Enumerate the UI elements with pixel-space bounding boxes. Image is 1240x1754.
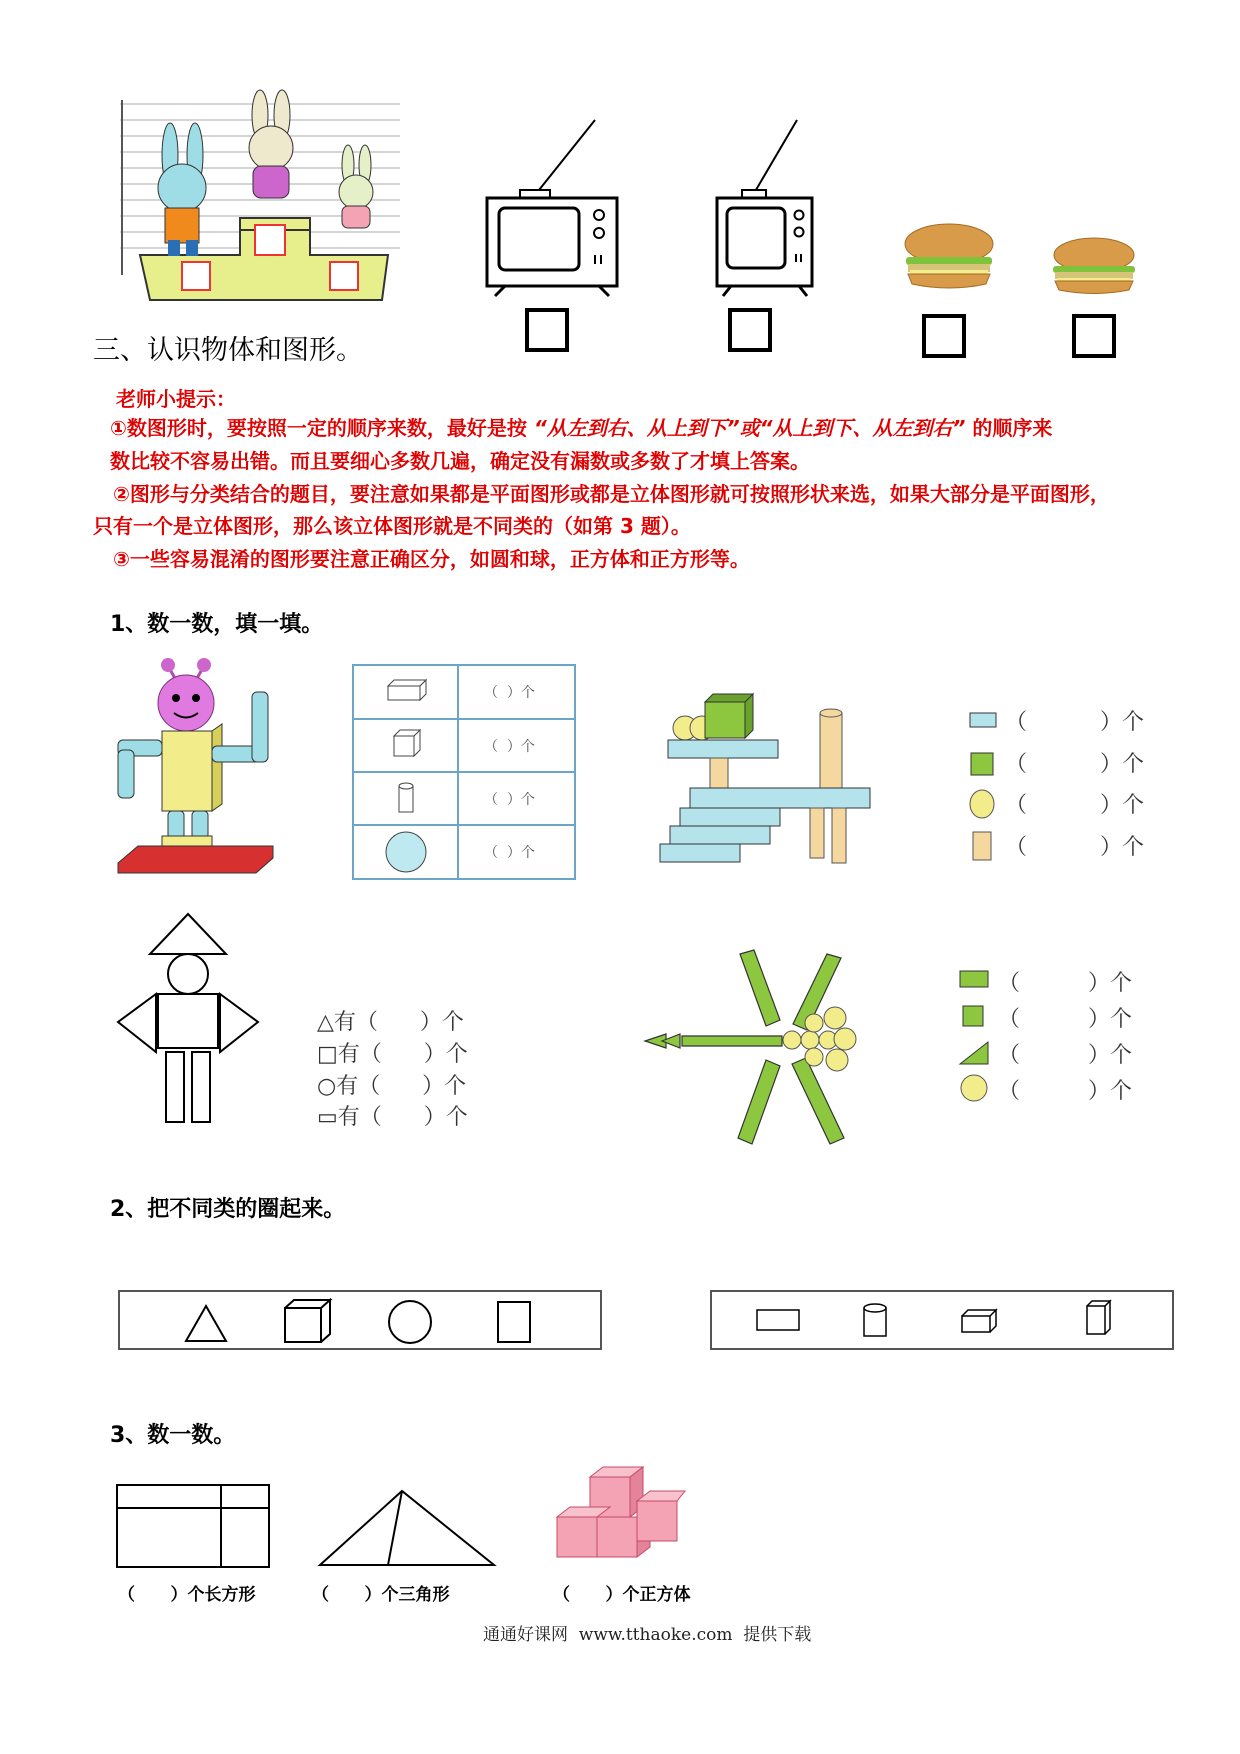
blocks-sphere-unit: ）个 [1100,793,1145,818]
green-rectangle-unit: ）个 [1088,971,1133,996]
blocks-count-icons [965,700,1005,870]
green-circle-paren: （ [998,1079,1021,1104]
rectangles-count-label: （ ）个长方形 [118,1585,256,1605]
robot-count-table-grid [354,666,574,878]
shape-person-figure [116,912,261,1127]
answer-box-burger-2[interactable] [1072,314,1116,358]
cubes-count-label: （ ）个正方体 [553,1585,691,1605]
shape-figure-rectangle-count: ▭有（ ）个 [317,1105,468,1130]
odd-one-out-row-1-shapes [120,1292,600,1348]
odd-one-out-row-2-shapes [712,1292,1172,1348]
table-row-cube-count: （ ）个 [484,739,535,755]
green-square-unit: ）个 [1088,1007,1133,1032]
tip-1-line-2: 数比较不容易出错。而且要细心多数几遍，确定没有漏数或多数了才填上答案。 [110,449,810,473]
rabbits-podium-illustration [120,100,405,300]
table-row-cylinder-count: （ ）个 [484,792,535,808]
blocks-count-list [965,700,1155,870]
green-circle-unit: ）个 [1088,1079,1133,1104]
blocks-cube-unit: ）个 [1100,752,1145,777]
triangles-figure [318,1487,498,1569]
answer-box-tv-1[interactable] [525,308,569,352]
shape-figure-square-count: □有（ ）个 [317,1042,468,1067]
blocks-cylinder-unit: ）个 [1100,835,1145,860]
tip-1-line-1 [110,412,1052,444]
green-triangle-paren: （ [998,1043,1021,1068]
tip-1-text-a: ①数图形时，要按照一定的顺序来数，最好是按 [110,416,527,440]
green-triangle-unit: ）个 [1088,1043,1133,1068]
green-count-icons [960,962,1000,1112]
rabbits-podium-drawing [120,100,405,300]
small-tv-picture [715,120,815,295]
large-tv-picture [485,120,620,295]
tip-1-order-phrase: “从左到右、从上到下”或“从上到下、从左到右” [533,416,966,440]
shape-figure-circle-count: ○有（ ）个 [317,1074,467,1099]
table-row-sphere-count: （ ）个 [484,845,535,861]
green-count-list [960,962,1160,1112]
question-1-title: 1、数一数，填一填。 [110,612,324,637]
large-burger-picture [902,222,997,292]
robot-picture [118,658,288,873]
footer-credit: 通通好课网 www.tthaoke.com 提供下载 [483,1625,812,1645]
answer-box-tv-2[interactable] [728,308,772,352]
blocks-structure-picture [660,688,870,873]
table-row-cuboid-count: （ ）个 [484,685,535,701]
tips-heading: 老师小提示： [116,387,236,411]
shape-figure-triangle-count: △有（ ）个 [317,1010,464,1035]
blocks-cuboid-unit: ）个 [1100,710,1145,735]
green-square-paren: （ [998,1007,1021,1032]
tip-3: ③一些容易混淆的图形要注意正确区分，如圆和球，正方体和正方形等。 [113,547,750,571]
tip-1-text-c: 的顺序来 [972,416,1053,440]
section-title: 三、认识物体和图形。 [93,335,363,366]
green-pattern-figure [642,948,857,1148]
odd-one-out-row-1[interactable] [118,1290,602,1350]
small-burger-picture [1050,235,1140,297]
green-rectangle-paren: （ [998,971,1021,996]
blocks-cuboid-paren: （ [1005,710,1028,735]
tip-2-line-1: ②图形与分类结合的题目，要注意如果都是平面图形或都是立体图形就可按照形状来选，如果大部分是平面图形， [113,482,1110,506]
question-2-title: 2、把不同类的圈起来。 [110,1197,346,1222]
rectangles-figure [116,1484,272,1570]
odd-one-out-row-2[interactable] [710,1290,1174,1350]
answer-box-burger-1[interactable] [922,314,966,358]
tip-2-line-2: 只有一个是立体图形，那么该立体图形就是不同类的（如第 3 题）。 [93,514,691,538]
cubes-figure [555,1465,685,1565]
blocks-cube-paren: （ [1005,752,1028,777]
triangles-count-label: （ ）个三角形 [312,1585,450,1605]
blocks-sphere-paren: （ [1005,793,1028,818]
blocks-cylinder-paren: （ [1005,835,1028,860]
question-3-title: 3、数一数。 [110,1423,236,1448]
robot-count-table [352,664,576,880]
